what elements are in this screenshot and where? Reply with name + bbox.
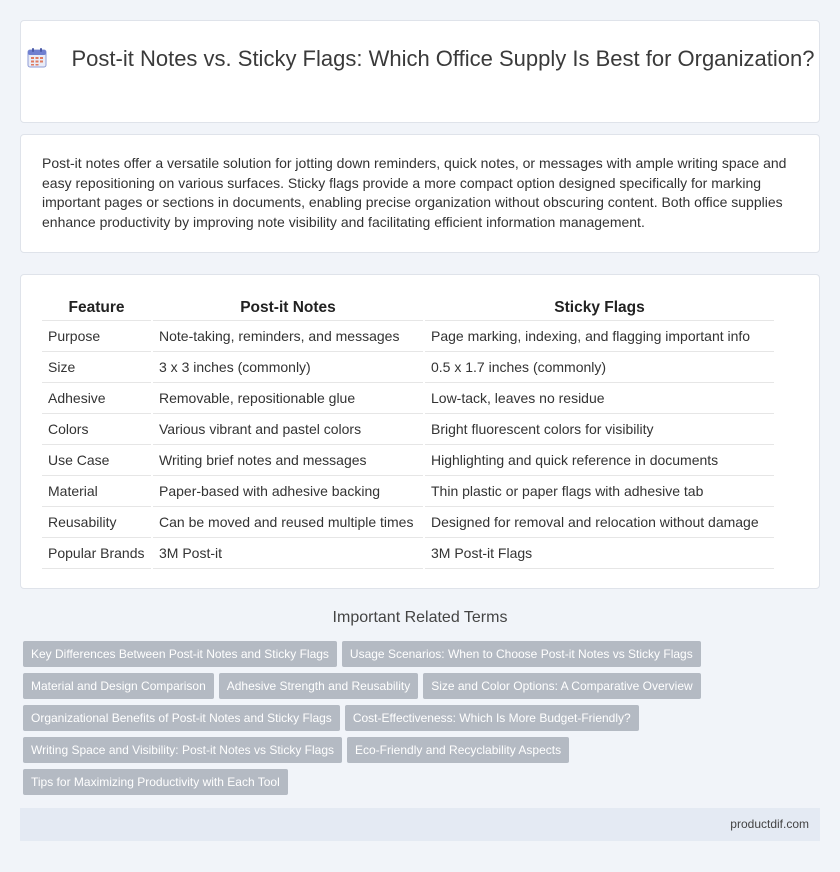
sticky-flags-cell: Designed for removal and relocation without damage [424, 506, 774, 537]
tag-row [23, 769, 813, 801]
tag-row [23, 737, 813, 769]
feature-cell: Material [42, 475, 152, 506]
header-feature: Feature [42, 296, 152, 320]
related-tag[interactable]: Usage Scenarios: When to Choose Post-it Notes vs Sticky Flags [342, 641, 701, 667]
sticky-flags-cell: Bright fluorescent colors for visibility [424, 413, 774, 444]
related-tags [23, 641, 813, 801]
table-row [42, 444, 774, 475]
tag-row [23, 641, 813, 673]
footer-site-link[interactable]: productdif.com [730, 817, 809, 831]
related-tag[interactable]: Cost-Effectiveness: Which Is More Budget-Friendly? [345, 705, 639, 731]
feature-cell: Reusability [42, 506, 152, 537]
tag-row [23, 705, 813, 737]
related-tag[interactable]: Key Differences Between Post-it Notes and Sticky Flags [23, 641, 337, 667]
post-it-cell: 3 x 3 inches (commonly) [152, 351, 424, 382]
intro-card [20, 134, 820, 253]
page-title-wrap [21, 44, 819, 73]
post-it-cell: 3M Post-it [152, 537, 424, 568]
post-it-cell: Various vibrant and pastel colors [152, 413, 424, 444]
table-row [42, 413, 774, 444]
sticky-flags-cell: 0.5 x 1.7 inches (commonly) [424, 351, 774, 382]
related-tag[interactable]: Adhesive Strength and Reusability [219, 673, 418, 699]
table-row [42, 351, 774, 382]
header-sticky-flags: Sticky Flags [424, 296, 774, 320]
sticky-flags-cell: Thin plastic or paper flags with adhesive tab [424, 475, 774, 506]
post-it-cell: Writing brief notes and messages [152, 444, 424, 475]
related-tag[interactable]: Material and Design Comparison [23, 673, 214, 699]
table-row [42, 475, 774, 506]
table-row [42, 320, 774, 351]
sticky-flags-cell: 3M Post-it Flags [424, 537, 774, 568]
sticky-flags-cell: Low-tack, leaves no residue [424, 382, 774, 413]
related-tag[interactable]: Writing Space and Visibility: Post-it Notes vs Sticky Flags [23, 737, 342, 763]
comparison-table [42, 296, 774, 569]
sticky-flags-cell: Page marking, indexing, and flagging important info [424, 320, 774, 351]
comparison-card [20, 274, 820, 589]
header-post-it-notes: Post-it Notes [152, 296, 424, 320]
post-it-cell: Can be moved and reused multiple times [152, 506, 424, 537]
feature-cell: Size [42, 351, 152, 382]
calendar-icon [26, 47, 48, 69]
footer [20, 808, 820, 841]
table-row [42, 537, 774, 568]
tag-row [23, 673, 813, 705]
related-tag[interactable]: Size and Color Options: A Comparative Overview [423, 673, 700, 699]
page-title: Post-it Notes vs. Sticky Flags: Which Office Supply Is Best for Organization? [71, 46, 815, 71]
feature-cell: Popular Brands [42, 537, 152, 568]
table-row [42, 382, 774, 413]
related-tag[interactable]: Tips for Maximizing Productivity with Each Tool [23, 769, 288, 795]
feature-cell: Use Case [42, 444, 152, 475]
related-terms-heading: Important Related Terms [332, 609, 508, 626]
related-tag[interactable]: Organizational Benefits of Post-it Notes and Sticky Flags [23, 705, 340, 731]
related-tag[interactable]: Eco-Friendly and Recyclability Aspects [347, 737, 569, 763]
feature-cell: Adhesive [42, 382, 152, 413]
post-it-cell: Paper-based with adhesive backing [152, 475, 424, 506]
sticky-flags-cell: Highlighting and quick reference in documents [424, 444, 774, 475]
post-it-cell: Removable, repositionable glue [152, 382, 424, 413]
post-it-cell: Note-taking, reminders, and messages [152, 320, 424, 351]
feature-cell: Colors [42, 413, 152, 444]
feature-cell: Purpose [42, 320, 152, 351]
table-row [42, 506, 774, 537]
intro-paragraph: Post-it notes offer a versatile solution for jotting down reminders, quick notes, or messages with ample writing space and easy repositioning on various surfaces. Sticky flags provide a more compact option designed specifically for marking important pages or sections in documents, enabling precise organization without obscuring content. Both office supplies enhance productivity by improving note visibility and facilitating efficient information management. [42, 155, 787, 230]
title-card [20, 20, 820, 123]
table-header-row [42, 296, 774, 320]
